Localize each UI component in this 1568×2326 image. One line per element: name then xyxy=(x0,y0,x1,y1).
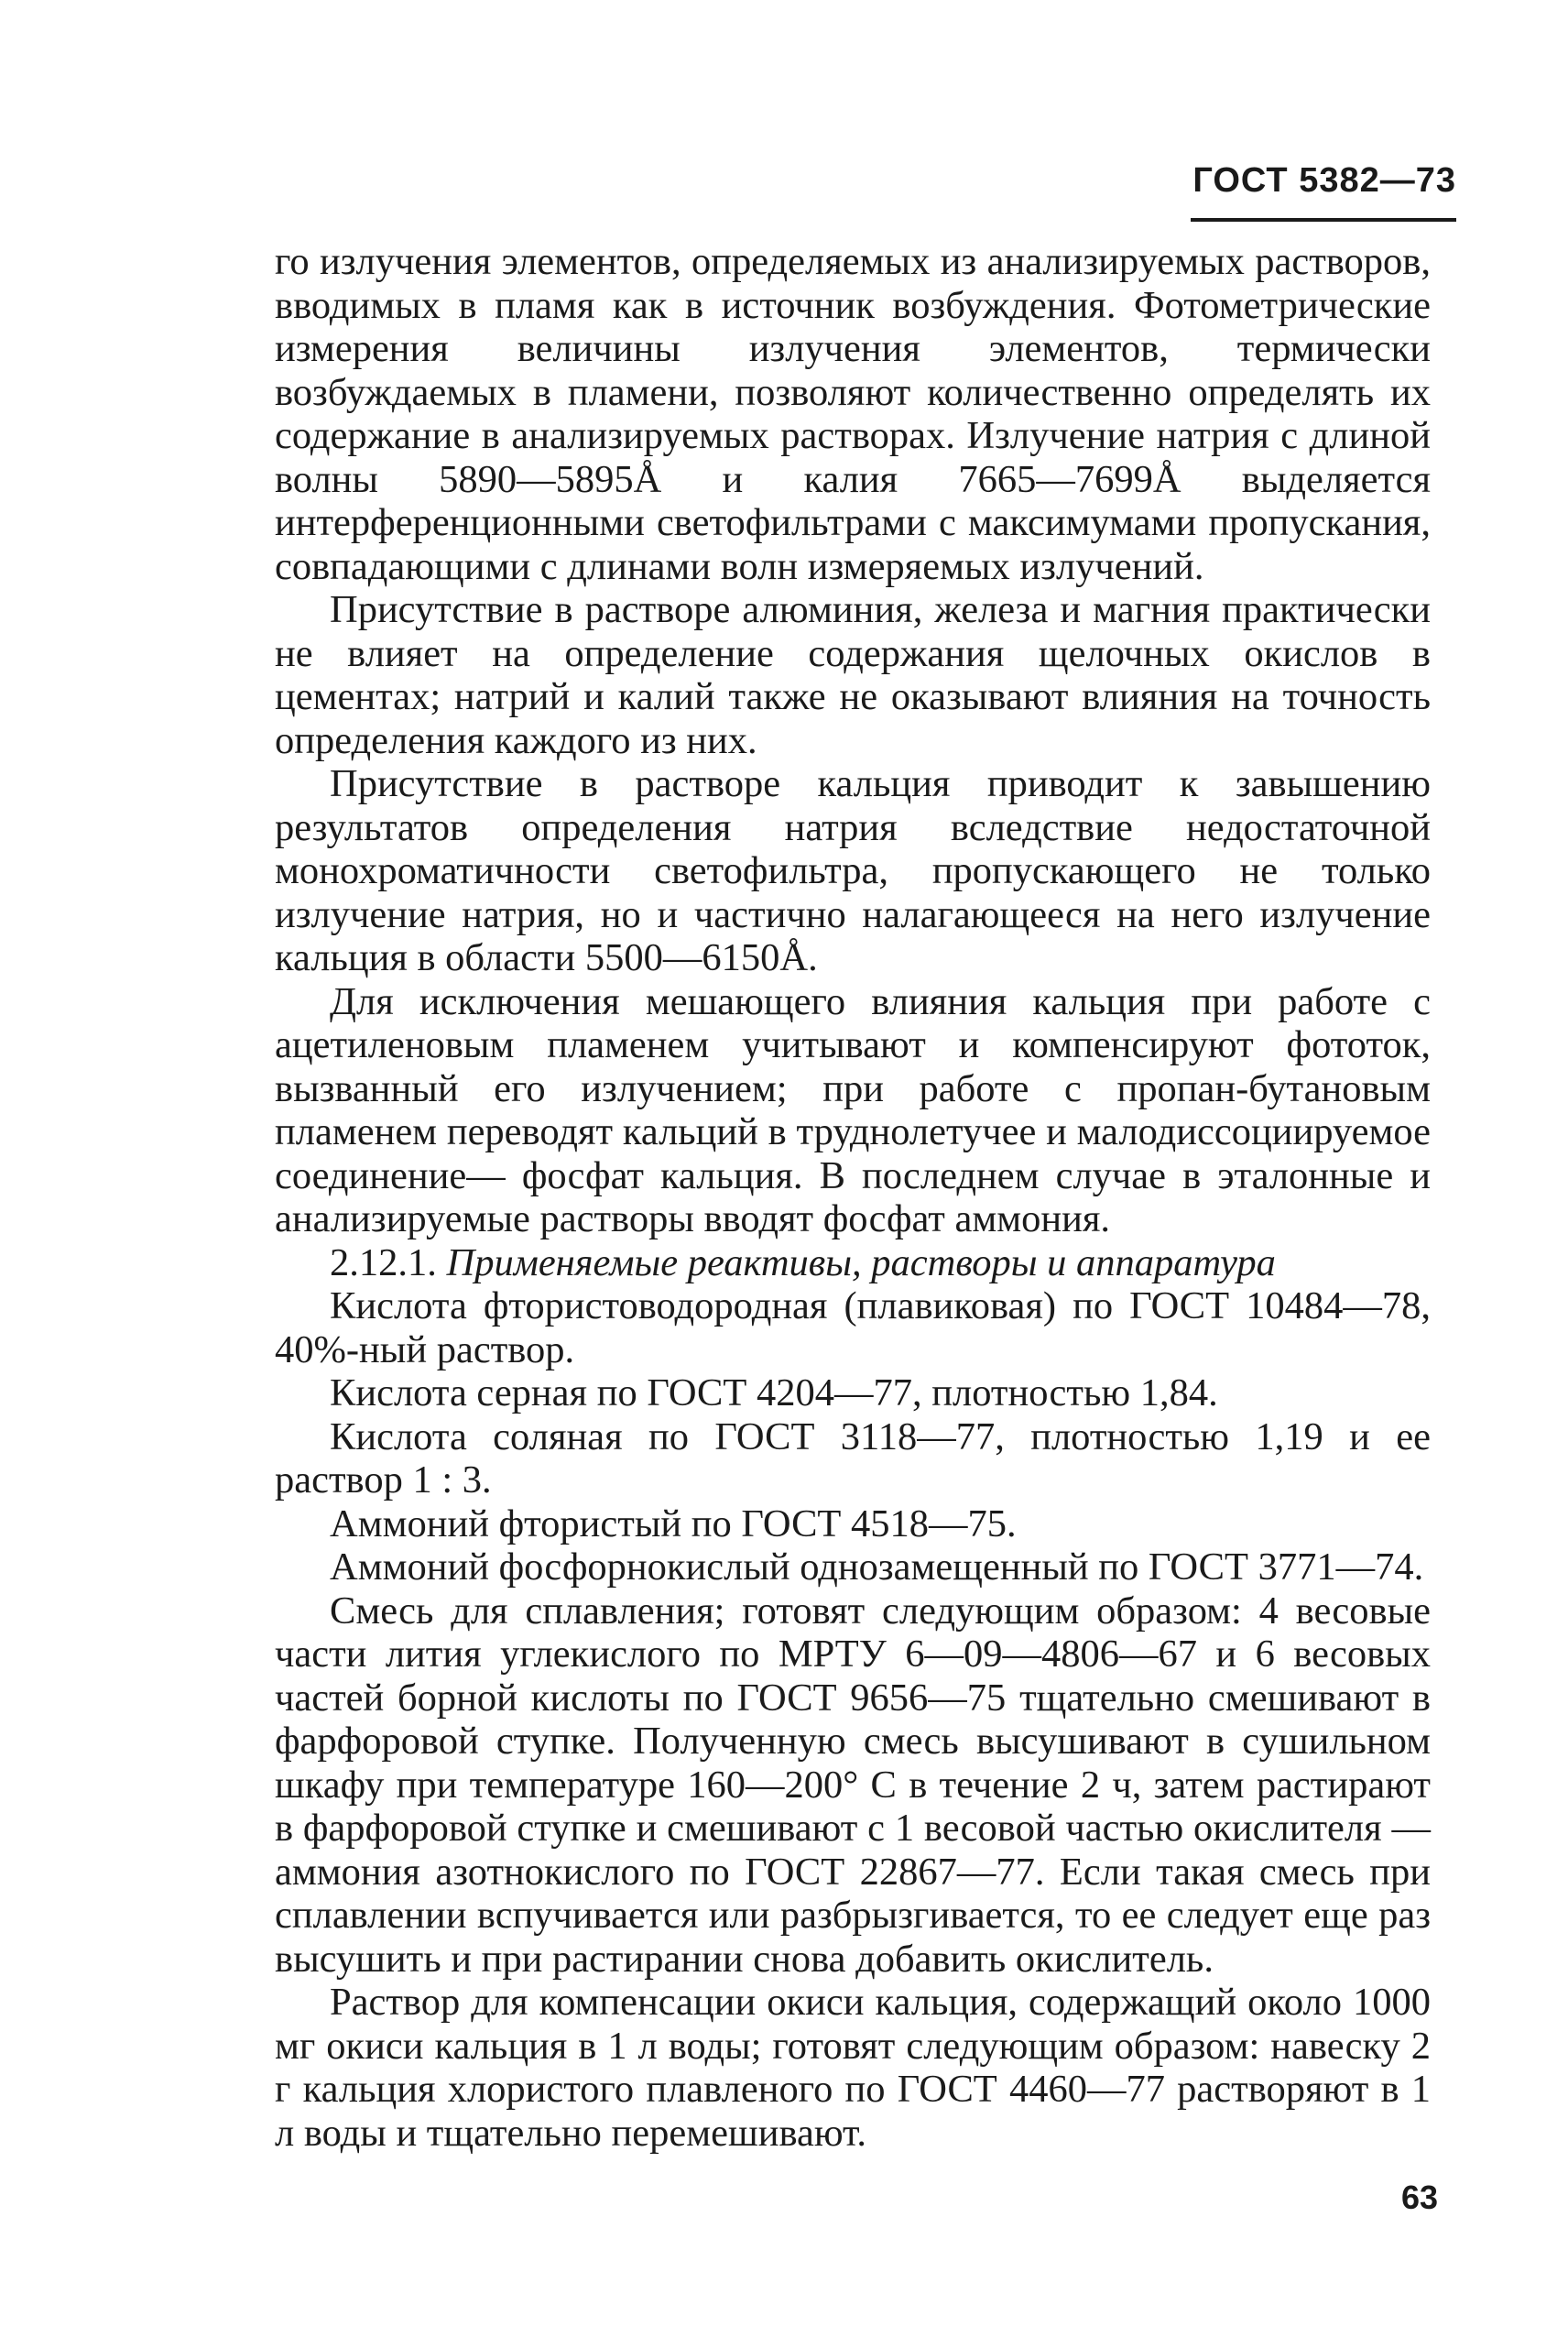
paragraph-intro: го излучения элементов, определяемых из анализируемых растворов, вводимых в пламя как в источник возбуждения. Фотометрические измерения величины излучения элементов, термически возбуждаемых в пламени, позволяют количественно определять их содержание в анализируемых растворах. Излучение натрия с длиной волны 5890—5895Å и калия 7665—7699Å выделяется интерференционными светофильтрами с максимумами пропускания, совпадающими с длинами волн измеряемых излучений. xyxy=(275,240,1431,588)
standard-header: ГОСТ 5382—73 xyxy=(1192,161,1456,200)
reagent-sulfuric-acid: Кислота серная по ГОСТ 4204—77, плотностью 1,84. xyxy=(330,1371,1218,1414)
section-number: 2.12.1. xyxy=(330,1240,437,1284)
paragraph-compensation: Для исключения мешающего влияния кальция при работе с ацетиленовым пламенем учитывают и компенсируют фототок, вызванный его излучением; при работе с пропан-бутановым пламенем переводят кальций в труднолетучее и малодиссоциируемое соединение— фосфат кальция. В последнем случае в эталонные и анализируемые растворы вводят фосфат аммония. xyxy=(275,979,1431,1240)
reagent-calcium-compensation-solution: Раствор для компенсации окиси кальция, содержащий около 1000 мг окиси кальция в 1 л воды; готовят следующим образом: навеску 2 г кальция хлористого плавленого по ГОСТ 4460—77 растворяют в 1 л воды и тщательно перемешивают. xyxy=(275,1981,1431,2155)
paragraph-aluminium: Присутствие в растворе алюминия, железа и магния практически не влияет на определение содержания щелочных окислов в цементах; натрий и калий также не оказывают влияния на точность определения каждого из них. xyxy=(275,588,1431,762)
paragraph-calcium: Присутствие в растворе кальция приводит к завышению результатов определения натрия вследствие недостаточной монохроматичности светофильтра, пропускающего не только излучение натрия, но и частично налагающееся на него излучение кальция в области 5500—6150Å. xyxy=(275,762,1431,979)
reagent-hydrochloric-acid: Кислота соляная по ГОСТ 3118—77, плотностью 1,19 и ее раствор 1 : 3. xyxy=(275,1414,1431,1502)
section-heading xyxy=(275,1241,1431,1285)
reagent-ammonium-fluoride: Аммоний фтористый по ГОСТ 4518—75. xyxy=(330,1502,1017,1545)
page-number: 63 xyxy=(1400,2179,1438,2216)
reagent-fusion-mixture: Смесь для сплавления; готовят следующим образом: 4 весовые части лития углекислого по МРТУ 6—09—4806—67 и 6 весовых частей борной кислоты по ГОСТ 9656—75 тщательно смешивают в фарфоровой ступке. Полученную смесь высушивают в сушильном шкафу при температуре 160—200° С в течение 2 ч, затем растирают в фарфоровой ступке и смешивают с 1 весовой частью окислителя — аммония азотнокислого по ГОСТ 22867—77. Если такая смесь при сплавлении вспучивается или разбрызгивается, то ее следует еще раз высушить и при растирании снова добавить окислитель. xyxy=(275,1589,1431,1981)
section-title: Применяемые реактивы, растворы и аппаратура xyxy=(446,1240,1276,1284)
reagent-ammonium-phosphate: Аммоний фосфорнокислый однозамещенный по ГОСТ 3771—74. xyxy=(330,1545,1424,1589)
header-rule xyxy=(1191,218,1456,222)
reagent-hydrofluoric-acid: Кислота фтористоводородная (плавиковая) по ГОСТ 10484—78, 40%-ный раствор. xyxy=(275,1284,1431,1371)
body-text xyxy=(275,240,1431,2155)
